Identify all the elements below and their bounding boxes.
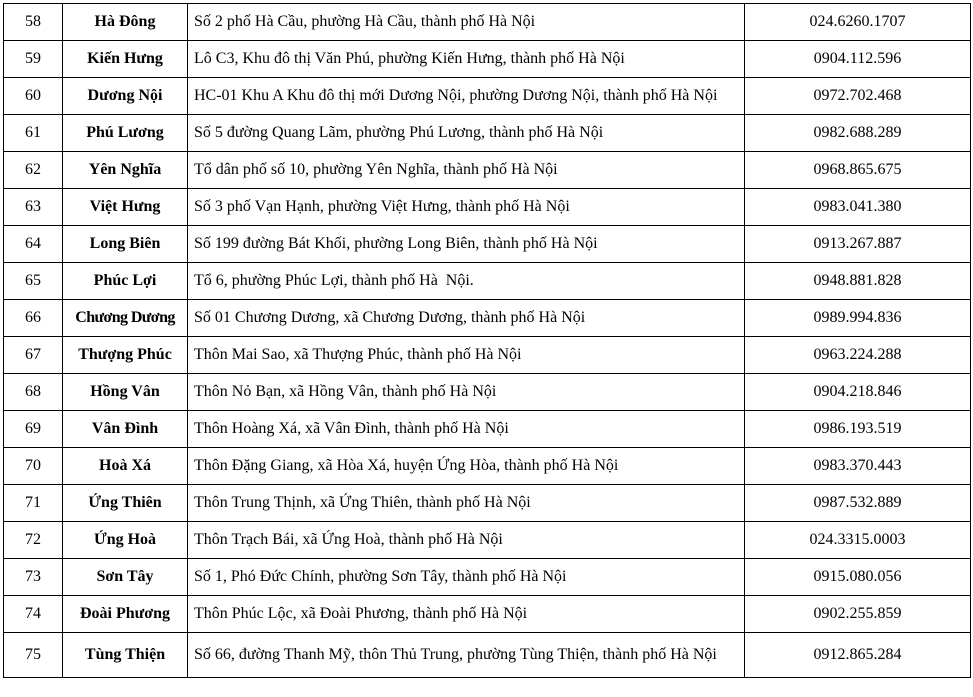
table-row	[4, 374, 971, 411]
row-number: 64	[4, 226, 63, 263]
row-number: 69	[4, 411, 63, 448]
phone-number: 024.3315.0003	[745, 522, 971, 559]
address: Số 3 phố Vạn Hạnh, phường Việt Hưng, thành phố Hà Nội	[188, 189, 745, 226]
phone-number: 0912.865.284	[745, 633, 971, 678]
phone-number: 0989.994.836	[745, 300, 971, 337]
address: Tổ dân phố số 10, phường Yên Nghĩa, thành phố Hà Nội	[188, 152, 745, 189]
unit-name: Đoài Phương	[63, 596, 188, 633]
phone-number: 0982.688.289	[745, 115, 971, 152]
unit-name: Vân Đình	[63, 411, 188, 448]
table-row	[4, 300, 971, 337]
row-number: 59	[4, 41, 63, 78]
unit-name: Sơn Tây	[63, 559, 188, 596]
phone-number: 0913.267.887	[745, 226, 971, 263]
row-number: 74	[4, 596, 63, 633]
row-number: 63	[4, 189, 63, 226]
row-number: 58	[4, 4, 63, 41]
phone-number: 0948.881.828	[745, 263, 971, 300]
phone-number: 0904.112.596	[745, 41, 971, 78]
row-number: 65	[4, 263, 63, 300]
address: Thôn Đặng Giang, xã Hòa Xá, huyện Ứng Hòa, thành phố Hà Nội	[188, 448, 745, 485]
table-row	[4, 263, 971, 300]
unit-name: Phúc Lợi	[63, 263, 188, 300]
row-number: 75	[4, 633, 63, 678]
address: Lô C3, Khu đô thị Văn Phú, phường Kiến Hưng, thành phố Hà Nội	[188, 41, 745, 78]
address: Số 199 đường Bát Khối, phường Long Biên, thành phố Hà Nội	[188, 226, 745, 263]
table-row	[4, 633, 971, 678]
unit-name: Dương Nội	[63, 78, 188, 115]
unit-name: Hoà Xá	[63, 448, 188, 485]
unit-name: Thượng Phúc	[63, 337, 188, 374]
row-number: 71	[4, 485, 63, 522]
table-row	[4, 115, 971, 152]
address: Số 01 Chương Dương, xã Chương Dương, thành phố Hà Nội	[188, 300, 745, 337]
contact-table	[3, 3, 971, 678]
table-row	[4, 78, 971, 115]
phone-number: 0963.224.288	[745, 337, 971, 374]
table-row	[4, 4, 971, 41]
table-row	[4, 41, 971, 78]
row-number: 73	[4, 559, 63, 596]
table-body	[4, 4, 971, 678]
address: Số 1, Phó Đức Chính, phường Sơn Tây, thành phố Hà Nội	[188, 559, 745, 596]
address: Thôn Trung Thịnh, xã Ứng Thiên, thành phố Hà Nội	[188, 485, 745, 522]
table-row	[4, 596, 971, 633]
address: Thôn Nỏ Bạn, xã Hồng Vân, thành phố Hà Nội	[188, 374, 745, 411]
phone-number: 0983.041.380	[745, 189, 971, 226]
table-row	[4, 337, 971, 374]
unit-name: Kiến Hưng	[63, 41, 188, 78]
phone-number: 0983.370.443	[745, 448, 971, 485]
unit-name: Ứng Thiên	[63, 485, 188, 522]
row-number: 66	[4, 300, 63, 337]
phone-number: 024.6260.1707	[745, 4, 971, 41]
phone-number: 0972.702.468	[745, 78, 971, 115]
phone-number: 0986.193.519	[745, 411, 971, 448]
address: Thôn Mai Sao, xã Thượng Phúc, thành phố Hà Nội	[188, 337, 745, 374]
phone-number: 0902.255.859	[745, 596, 971, 633]
unit-name: Yên Nghĩa	[63, 152, 188, 189]
phone-number: 0987.532.889	[745, 485, 971, 522]
unit-name: Long Biên	[63, 226, 188, 263]
address: Thôn Trạch Bái, xã Ứng Hoà, thành phố Hà Nội	[188, 522, 745, 559]
unit-name: Chương Dương	[63, 300, 188, 337]
row-number: 68	[4, 374, 63, 411]
table-row	[4, 522, 971, 559]
table-row	[4, 152, 971, 189]
row-number: 67	[4, 337, 63, 374]
row-number: 72	[4, 522, 63, 559]
table-row	[4, 448, 971, 485]
row-number: 60	[4, 78, 63, 115]
row-number: 62	[4, 152, 63, 189]
phone-number: 0968.865.675	[745, 152, 971, 189]
table-row	[4, 559, 971, 596]
unit-name: Tùng Thiện	[63, 633, 188, 678]
unit-name: Phú Lương	[63, 115, 188, 152]
row-number: 70	[4, 448, 63, 485]
unit-name: Ứng Hoà	[63, 522, 188, 559]
table-row	[4, 411, 971, 448]
phone-number: 0915.080.056	[745, 559, 971, 596]
unit-name: Hồng Vân	[63, 374, 188, 411]
table-row	[4, 485, 971, 522]
unit-name: Hà Đông	[63, 4, 188, 41]
address: HC-01 Khu A Khu đô thị mới Dương Nội, phường Dương Nội, thành phố Hà Nội	[188, 78, 745, 115]
address: Số 66, đường Thanh Mỹ, thôn Thủ Trung, phường Tùng Thiện, thành phố Hà Nội	[188, 633, 745, 678]
table-row	[4, 226, 971, 263]
table-row	[4, 189, 971, 226]
address: Thôn Phúc Lộc, xã Đoài Phương, thành phố Hà Nội	[188, 596, 745, 633]
unit-name: Việt Hưng	[63, 189, 188, 226]
address: Số 2 phố Hà Cầu, phường Hà Cầu, thành phố Hà Nội	[188, 4, 745, 41]
address: Thôn Hoàng Xá, xã Vân Đình, thành phố Hà Nội	[188, 411, 745, 448]
phone-number: 0904.218.846	[745, 374, 971, 411]
address: Số 5 đường Quang Lãm, phường Phú Lương, thành phố Hà Nội	[188, 115, 745, 152]
row-number: 61	[4, 115, 63, 152]
address: Tổ 6, phường Phúc Lợi, thành phố Hà Nội.	[188, 263, 745, 300]
